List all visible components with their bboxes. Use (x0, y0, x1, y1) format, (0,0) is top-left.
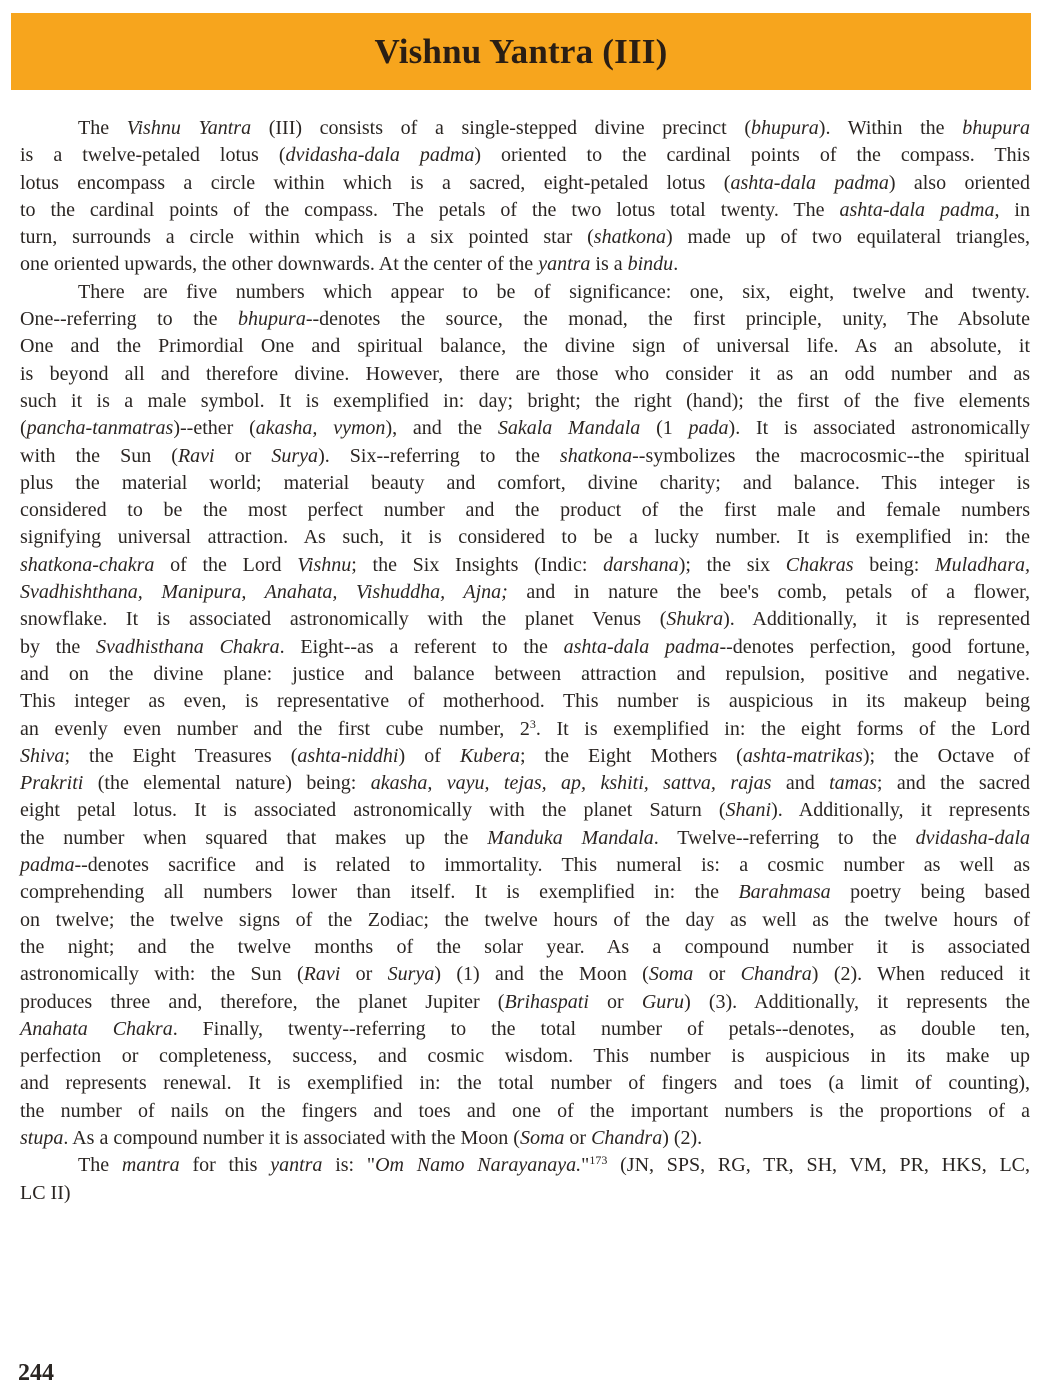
italic-term: Vishnu Yantra (126, 117, 252, 139)
text-segment: ); the Octave of (862, 744, 1030, 767)
superscript: 3 (529, 716, 536, 731)
text-line (20, 142, 1030, 169)
text-line (20, 1125, 1030, 1152)
italic-term: tamas (829, 772, 877, 795)
italic-term: akasha, vymon (255, 417, 386, 440)
text-segment: is a twelve-petaled lotus ( (20, 144, 286, 167)
text-line (20, 1016, 1030, 1043)
text-segment: one oriented upwards, the other downwards. At the center of the (20, 253, 539, 276)
text-line (20, 333, 1030, 360)
italic-term: ashta-niddhi (297, 744, 399, 767)
italic-term: Barahmasa (738, 881, 831, 904)
text-segment: snowflake. It is associated astronomically with the planet Venus ( (20, 608, 667, 631)
text-segment: ) (2). When reduced it (811, 963, 1030, 986)
text-line (20, 770, 1030, 797)
text-segment: (III) consists of a single-stepped divine precinct ( (251, 117, 751, 139)
body-text (20, 115, 1030, 1207)
italic-term: Brihaspati (504, 990, 589, 1013)
italic-term: Muladhara, (934, 553, 1030, 576)
text-line (20, 170, 1030, 197)
text-segment: ) made up of two equilateral triangles, (666, 226, 1030, 249)
italic-term: Chandra (740, 963, 812, 986)
paragraph (20, 1152, 1030, 1207)
italic-term: bhupura (751, 117, 819, 139)
italic-term: stupa (20, 1126, 64, 1149)
text-segment: ; the Eight Mothers ( (519, 744, 743, 767)
text-segment: or (340, 963, 388, 986)
text-line (20, 797, 1030, 824)
italic-term: bhupura (962, 117, 1031, 139)
text-line (20, 852, 1030, 879)
text-line (20, 716, 1030, 743)
text-segment: on twelve; the twelve signs of the Zodiac; the twelve hours of the day as well as the twelve hours of (20, 908, 1030, 931)
text-segment: or (693, 963, 741, 986)
text-line (20, 224, 1030, 251)
text-segment: such it is a male symbol. It is exemplified in: day; bright; the right (hand); the first of the five elements (20, 389, 1030, 412)
text-line (20, 197, 1030, 224)
text-segment: ) (1) and the Moon ( (434, 963, 649, 986)
text-segment: or (588, 990, 642, 1013)
italic-term: Chandra (591, 1126, 663, 1149)
text-segment: produces three and, therefore, the planet Jupiter ( (20, 990, 505, 1013)
italic-term: Anahata Chakra (20, 1017, 173, 1040)
italic-term: ashta-dala padma (563, 635, 720, 658)
italic-term: Chakras (785, 553, 854, 576)
text-line (20, 497, 1030, 524)
text-segment: or (214, 444, 272, 467)
text-segment: . (673, 253, 679, 276)
text-line (20, 361, 1030, 388)
italic-term: dvidasha-dala padma (285, 144, 475, 167)
italic-term: Soma (648, 963, 694, 986)
italic-term: Ravi (303, 963, 341, 986)
text-line (20, 1152, 1030, 1179)
text-segment: and (771, 772, 830, 795)
text-segment: The (78, 117, 127, 139)
text-segment: ) of (398, 744, 460, 767)
text-line (20, 1180, 1030, 1207)
italic-term: Shukra (666, 608, 724, 631)
text-segment: comprehending all numbers lower than itself. It is exemplified in: the (20, 881, 739, 904)
text-segment: (JN, SPS, RG, TR, SH, VM, PR, HKS, LC, (607, 1154, 1031, 1177)
italic-term: yantra (270, 1154, 323, 1177)
italic-term: Soma (519, 1126, 565, 1149)
page-title: Vishnu Yantra (III) (374, 31, 668, 71)
text-segment: . Eight--as a referent to the (279, 635, 564, 658)
text-segment: One and the Primordial One and spiritual balance, the divine sign of universal life. As an absolute, it (20, 335, 1030, 358)
text-segment: poetry being based (830, 881, 1030, 904)
text-line (20, 1043, 1030, 1070)
text-segment: an evenly even number and the first cube number, 2 (20, 717, 530, 740)
text-segment: One--referring to the (20, 308, 239, 331)
text-segment: ). Additionally, it is represented (723, 608, 1030, 631)
text-line (20, 115, 1030, 142)
italic-term: Guru (641, 990, 685, 1013)
italic-term: Manduka Mandala (487, 826, 654, 849)
superscript: 173 (589, 1153, 608, 1168)
text-line (20, 524, 1030, 551)
text-segment: ( (20, 417, 27, 440)
italic-term: Surya (271, 444, 319, 467)
text-segment: ) (2). (662, 1126, 703, 1149)
text-segment: of the Lord (154, 553, 298, 576)
text-segment: ), and the (385, 417, 498, 440)
text-segment: --denotes the source, the monad, the first principle, unity, The Absolute (305, 308, 1030, 331)
italic-term: Prakriti (20, 772, 84, 795)
text-segment: This integer as even, is representative of motherhood. This number is auspicious in its makeup being (20, 690, 1030, 713)
italic-term: akasha, vayu, tejas, ap, kshiti, sattva, rajas (370, 772, 772, 795)
text-segment: ). It is associated astronomically (728, 417, 1030, 440)
italic-term: ashta-dala padma (730, 171, 889, 194)
italic-term: Svadhishthana, Manipura, Anahata, Vishuddha, Ajna; (20, 581, 508, 604)
text-line (20, 279, 1030, 306)
italic-term: shatkona-chakra (20, 553, 155, 576)
text-segment: ); the six (678, 553, 786, 576)
text-segment: by the (20, 635, 97, 658)
text-line (20, 688, 1030, 715)
title-banner (11, 13, 1031, 90)
text-segment: )--ether ( (173, 417, 256, 440)
text-segment: LC II) (20, 1181, 71, 1204)
text-segment: ; the Eight Treasures ( (64, 744, 298, 767)
text-line (20, 743, 1030, 770)
text-segment: the number when squared that makes up the (20, 826, 488, 849)
text-segment: to the cardinal points of the compass. The petals of the two lotus total twenty. The (20, 198, 840, 221)
text-line (20, 388, 1030, 415)
text-segment: ) (3). Additionally, it represents the (684, 990, 1030, 1013)
text-segment: being: (853, 553, 935, 576)
italic-term: Om Namo Narayanaya. (375, 1154, 582, 1177)
page-number: 244 (18, 1360, 54, 1386)
text-segment: (1 (640, 417, 689, 440)
text-line (20, 1098, 1030, 1125)
text-segment: . It is exemplified in: the eight forms of the Lord (535, 717, 1030, 740)
text-line (20, 443, 1030, 470)
text-segment: ) also oriented (888, 171, 1031, 194)
text-line (20, 306, 1030, 333)
italic-term: ashta-matrikas (742, 744, 863, 767)
text-segment: perfection or completeness, success, and cosmic wisdom. This number is auspicious in its make up (20, 1045, 1030, 1068)
text-segment: eight petal lotus. It is associated astronomically with the planet Saturn ( (20, 799, 726, 822)
text-segment: ). Additionally, it represents (771, 799, 1030, 822)
text-segment: the number of nails on the fingers and toes and one of the important numbers is the proportions of a (20, 1099, 1030, 1122)
text-segment: ). Six--referring to the (318, 444, 560, 467)
text-line (20, 661, 1030, 688)
text-segment: and on the divine plane: justice and balance between attraction and repulsion, positive and negative. (20, 662, 1030, 685)
text-segment: the night; and the twelve months of the solar year. As a compound number it is associated (20, 935, 1030, 958)
paragraph (20, 279, 1030, 1153)
italic-term: Kubera (459, 744, 520, 767)
text-segment: with the Sun ( (20, 444, 178, 467)
text-segment: ). Within the (818, 117, 963, 139)
italic-term: mantra (121, 1154, 180, 1177)
italic-term: Svadhisthana Chakra (96, 635, 280, 658)
text-segment: --denotes perfection, good fortune, (719, 635, 1031, 658)
text-segment: ; the Six Insights (Indic: (351, 553, 604, 576)
text-segment: --symbolizes the macrocosmic--the spiritual (632, 444, 1030, 467)
italic-term: darshana (603, 553, 679, 576)
text-line (20, 825, 1030, 852)
italic-term: bhupura (238, 308, 306, 331)
text-segment: turn, surrounds a circle within which is a six pointed star ( (20, 226, 594, 249)
text-segment: ) oriented to the cardinal points of the compass. This (474, 144, 1030, 167)
text-segment: or (564, 1126, 592, 1149)
italic-term: pancha-tanmatras (26, 417, 174, 440)
text-segment: is: " (322, 1154, 376, 1177)
text-line (20, 961, 1030, 988)
text-segment: astronomically with: the Sun ( (20, 963, 304, 986)
text-line (20, 1070, 1030, 1097)
text-segment: ; and the sacred (876, 772, 1030, 795)
text-segment: " (581, 1154, 590, 1177)
text-segment: lotus encompass a circle within which is a sacred, eight-petaled lotus ( (20, 171, 731, 194)
text-segment: considered to be the most perfect number and the product of the first male and female numbers (20, 499, 1030, 522)
text-line (20, 470, 1030, 497)
italic-term: ashta-dala padma (839, 198, 995, 221)
italic-term: Ravi (177, 444, 215, 467)
text-segment: and in nature the bee's comb, petals of a flower, (507, 581, 1030, 604)
text-segment: signifying universal attraction. As such, it is considered to be a lucky number. It is exemplified in: the (20, 526, 1030, 549)
italic-term: Vishnu (297, 553, 352, 576)
text-line (20, 989, 1030, 1016)
text-line (20, 415, 1030, 442)
italic-term: Surya (387, 963, 435, 986)
text-line (20, 552, 1030, 579)
text-segment: is a (590, 253, 628, 276)
italic-term: yantra (538, 253, 591, 276)
italic-term: padma (20, 854, 75, 877)
text-line (20, 879, 1030, 906)
text-segment: plus the material world; material beauty and comfort, divine charity; and balance. This integer is (20, 471, 1030, 494)
italic-term: dvidasha-dala (915, 826, 1031, 849)
italic-term: Sakala Mandala (497, 417, 641, 440)
italic-term: pada (688, 417, 729, 440)
text-line (20, 606, 1030, 633)
text-segment: . As a compound number it is associated with the Moon ( (63, 1126, 520, 1149)
italic-term: bindu (627, 253, 674, 276)
text-segment: . Finally, twenty--referring to the total number of petals--denotes, as double ten, (172, 1017, 1030, 1040)
text-line (20, 907, 1030, 934)
text-line (20, 934, 1030, 961)
italic-term: Shani (725, 799, 772, 822)
text-segment: (the elemental nature) being: (83, 772, 371, 795)
text-segment: for this (179, 1154, 271, 1177)
text-segment: The (78, 1154, 122, 1177)
text-segment: is beyond all and therefore divine. However, there are those who consider it as an odd number and as (20, 362, 1030, 385)
italic-term: shatkona (593, 226, 666, 249)
text-line (20, 251, 1030, 278)
text-line (20, 634, 1030, 661)
text-segment: . Twelve--referring to the (653, 826, 916, 849)
text-segment: and represents renewal. It is exemplified in: the total number of fingers and toes (a limit of counting), (20, 1072, 1030, 1095)
text-segment: , in (994, 198, 1030, 221)
italic-term: Shiva (20, 744, 65, 767)
text-segment: --denotes sacrifice and is related to immortality. This numeral is: a cosmic number as well as (74, 854, 1030, 877)
text-segment: There are five numbers which appear to be of significance: one, six, eight, twelve and twenty. (78, 280, 1030, 303)
italic-term: shatkona (559, 444, 633, 467)
paragraph (20, 115, 1030, 279)
text-line (20, 579, 1030, 606)
